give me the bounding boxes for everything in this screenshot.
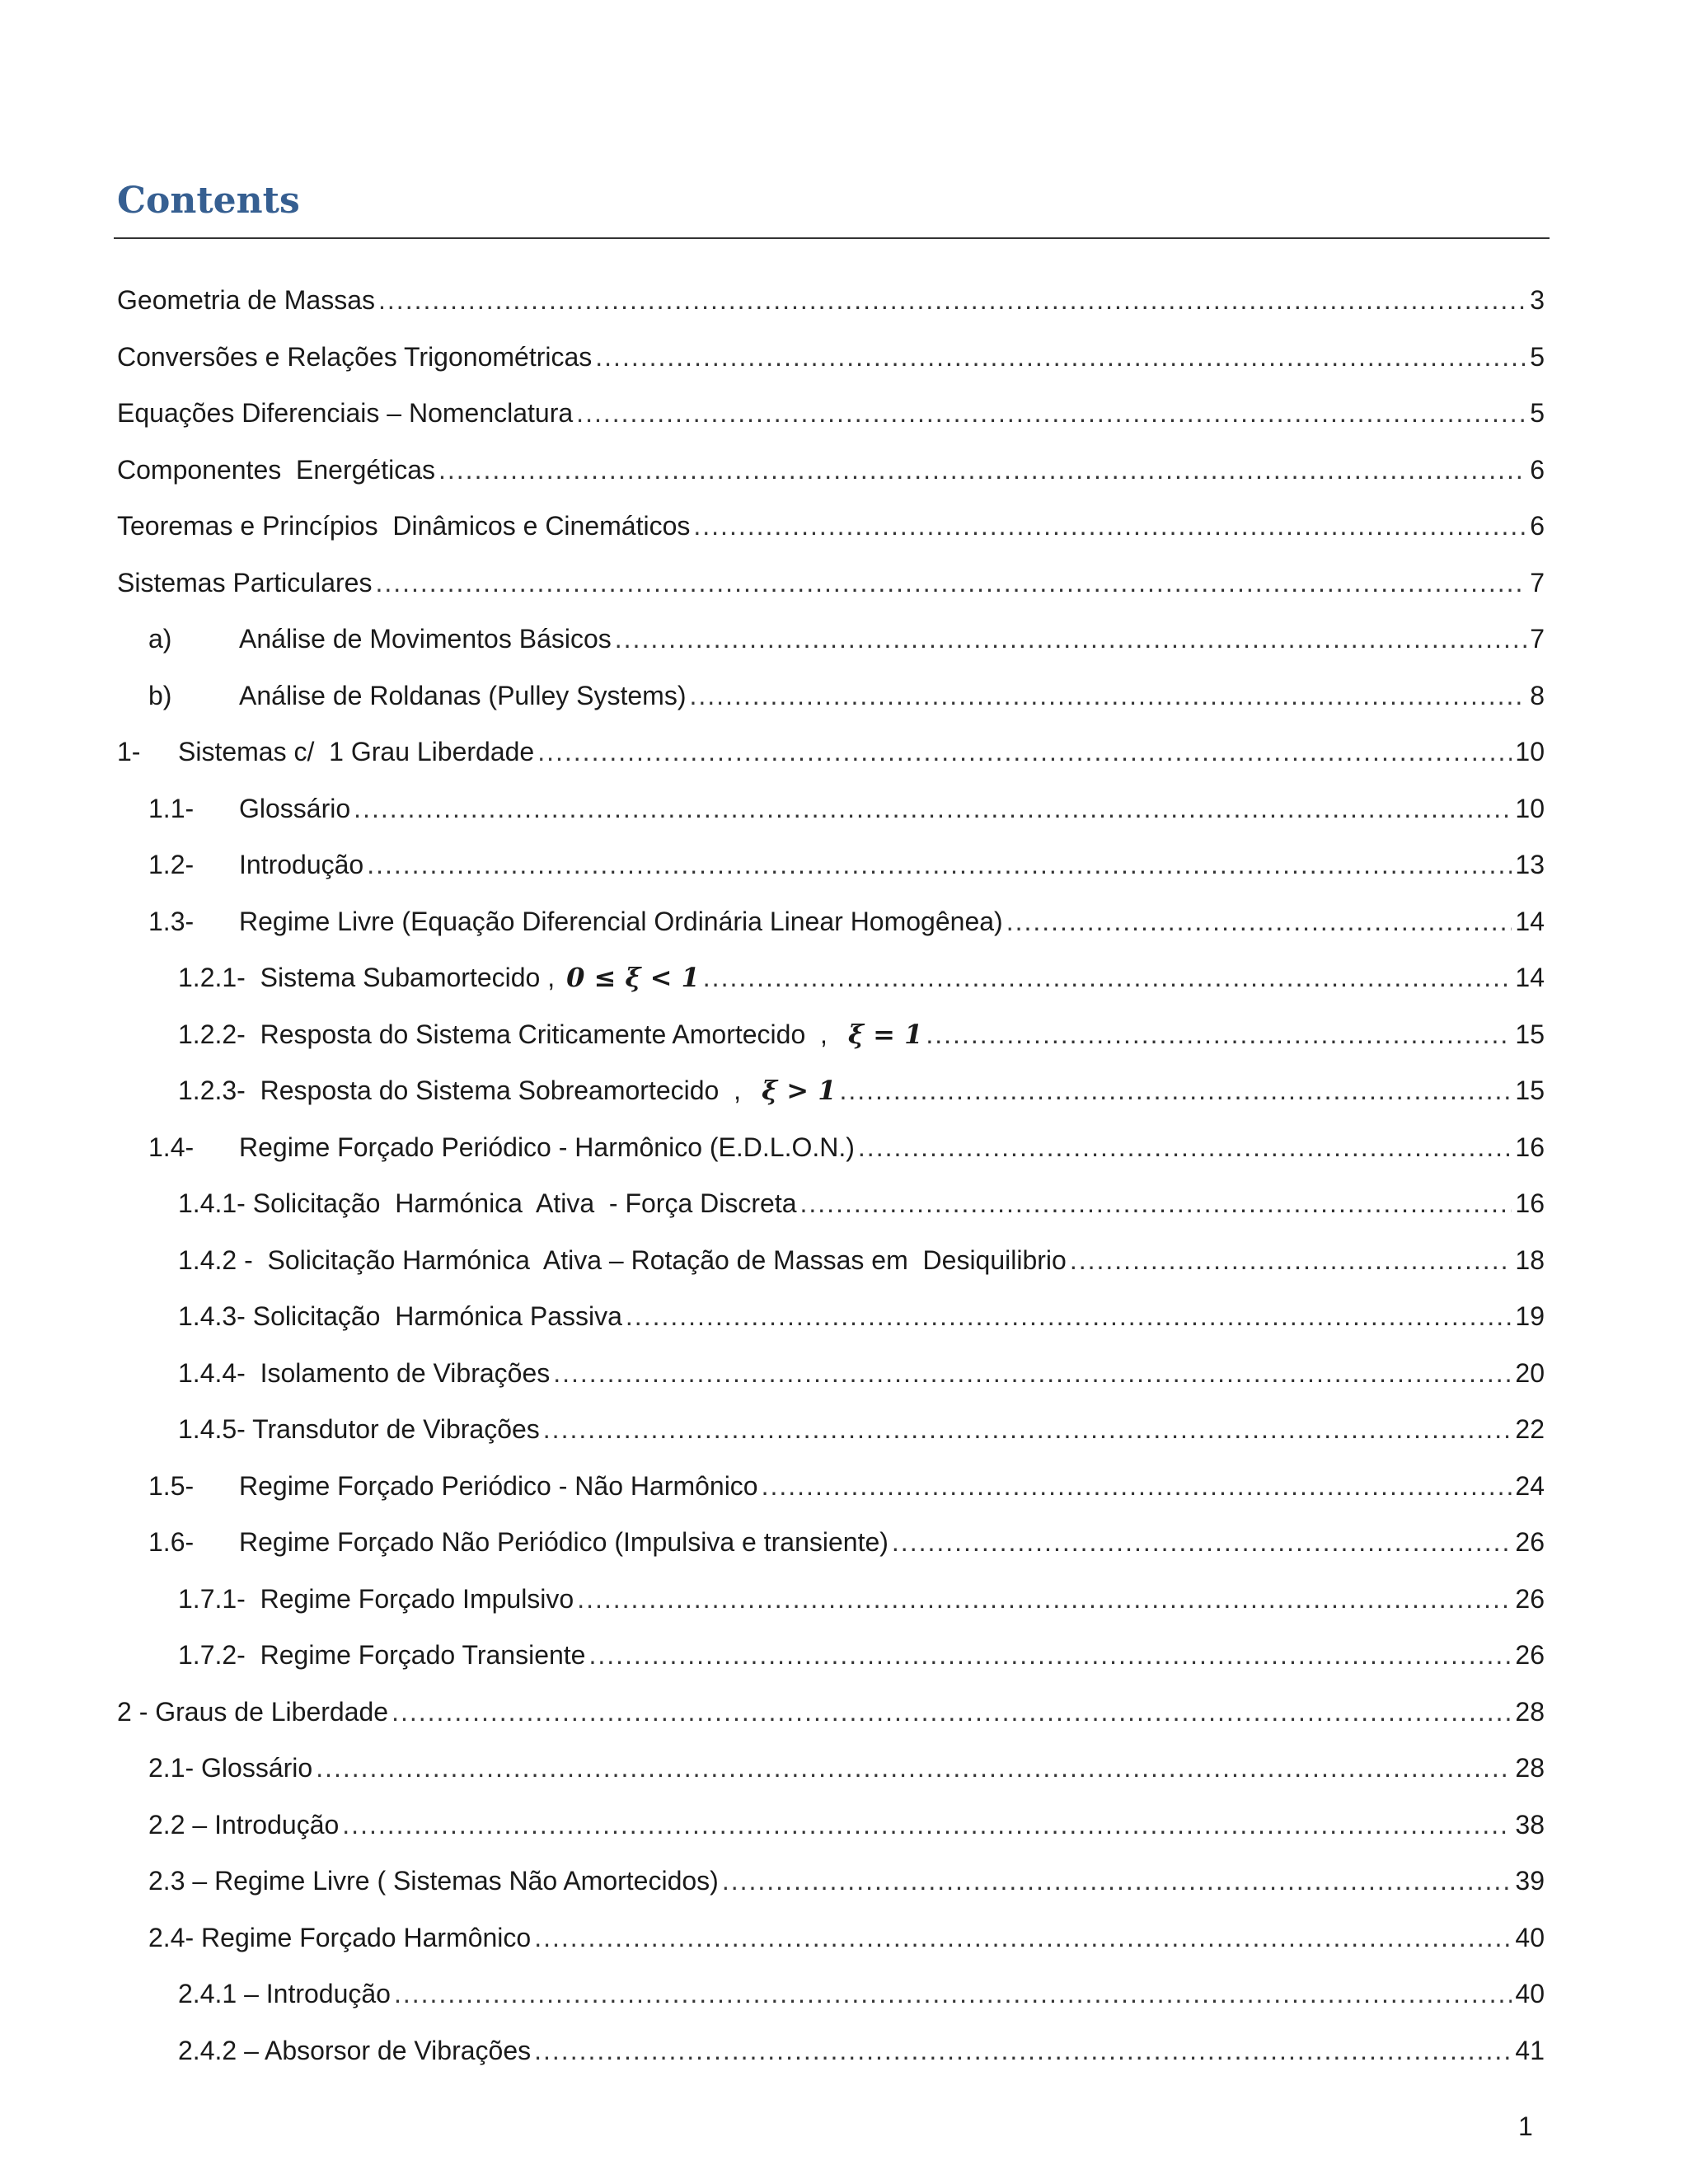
dot-leader bbox=[858, 1127, 1512, 1167]
toc-entry-page: 7 bbox=[1530, 567, 1545, 598]
dot-leader bbox=[626, 1296, 1512, 1336]
toc-entry-title: Regime Livre (Equação Diferencial Ordinária Linear Homogênea) bbox=[239, 906, 1003, 936]
toc-entry-math: ξ = 1 bbox=[838, 1018, 923, 1050]
toc-entry-title: 1.4.4- Isolamento de Vibrações bbox=[178, 1357, 551, 1388]
toc-entry-number: 1.5- bbox=[148, 1470, 195, 1501]
dot-leader bbox=[762, 1466, 1512, 1506]
toc-entry-title: 1.7.2- Regime Forçado Transiente bbox=[178, 1640, 586, 1670]
toc-entry[interactable] bbox=[0, 1579, 1688, 1636]
toc-entry[interactable] bbox=[0, 1918, 1688, 1975]
toc-entry-title: 1.2.1- Sistema Subamortecido , bbox=[178, 963, 556, 992]
toc-entry-title: 1.7.1- Regime Forçado Impulsivo bbox=[178, 1583, 574, 1614]
toc-entry-title: Introdução bbox=[239, 850, 364, 879]
toc-entry-title: 2.2 – Introdução bbox=[148, 1809, 340, 1840]
toc-entry-title: Equações Diferenciais – Nomenclatura bbox=[117, 398, 574, 428]
dot-leader bbox=[576, 393, 1526, 433]
toc-entry[interactable] bbox=[0, 1805, 1688, 1862]
toc-entry[interactable] bbox=[0, 1353, 1688, 1410]
toc-entry-title: 2.1- Glossário bbox=[148, 1753, 313, 1783]
toc-entry-title: 1.4.5- Transdutor de Vibrações bbox=[178, 1414, 540, 1444]
toc-entry-title: Regime Forçado Periódico - Harmônico (E.D.L.O.N.) bbox=[239, 1132, 855, 1162]
toc-entry-number: 1- bbox=[117, 737, 141, 766]
dot-leader bbox=[537, 732, 1512, 771]
toc-entry[interactable] bbox=[0, 393, 1688, 450]
toc-entry-page: 26 bbox=[1515, 1583, 1545, 1614]
dot-leader bbox=[703, 958, 1512, 997]
toc-entry-title: Teoremas e Princípios Dinâmicos e Cinemáticos bbox=[117, 511, 691, 541]
dot-leader bbox=[394, 1974, 1512, 2013]
dot-leader bbox=[1006, 902, 1512, 941]
dot-leader bbox=[892, 1522, 1512, 1562]
toc-entry-page: 6 bbox=[1530, 454, 1545, 485]
toc-entry[interactable] bbox=[0, 676, 1688, 733]
toc-entry-page: 38 bbox=[1515, 1809, 1545, 1840]
toc-entry[interactable] bbox=[0, 732, 1688, 789]
dot-leader bbox=[534, 2031, 1512, 2070]
toc-entry-title: 1.4.1- Solicitação Harmónica Ativa - Força Discreta bbox=[178, 1188, 797, 1218]
toc-entry-page: 18 bbox=[1515, 1244, 1545, 1275]
toc-entry[interactable] bbox=[0, 902, 1688, 958]
toc-entry-title: Glossário bbox=[239, 793, 351, 823]
toc-entry[interactable] bbox=[0, 2031, 1688, 2088]
dot-leader bbox=[316, 1748, 1512, 1788]
toc-entry[interactable] bbox=[0, 1127, 1688, 1184]
toc-entry-math: ξ > 1 bbox=[753, 1075, 837, 1106]
toc-entry[interactable] bbox=[0, 1071, 1688, 1127]
dot-leader bbox=[926, 1015, 1512, 1054]
dot-leader bbox=[354, 789, 1512, 828]
toc-entry-title: Regime Forçado Periódico - Não Harmônico bbox=[239, 1470, 758, 1501]
dot-leader bbox=[595, 337, 1526, 377]
dot-leader bbox=[615, 619, 1526, 658]
toc-entry-title: 1.4.2 - Solicitação Harmónica Ativa – Rotação de Massas em Desiquilibrio bbox=[178, 1244, 1067, 1275]
toc-entry-page: 19 bbox=[1515, 1301, 1545, 1331]
toc-entry-page: 24 bbox=[1515, 1470, 1545, 1501]
toc-entry-title: Análise de Roldanas (Pulley Systems) bbox=[239, 680, 687, 710]
toc-entry[interactable] bbox=[0, 280, 1688, 337]
dot-leader bbox=[534, 1918, 1512, 1957]
dot-leader bbox=[378, 280, 1526, 320]
page-number: 1 bbox=[1518, 2111, 1533, 2141]
toc-entry[interactable] bbox=[0, 1974, 1688, 2031]
toc-entry-title: 1.4.3- Solicitação Harmónica Passiva bbox=[178, 1301, 622, 1331]
toc-entry[interactable] bbox=[0, 563, 1688, 620]
toc-entry[interactable] bbox=[0, 1635, 1688, 1692]
toc-entry-page: 41 bbox=[1515, 2035, 1545, 2065]
toc-entry-page: 26 bbox=[1515, 1640, 1545, 1670]
toc-entry[interactable] bbox=[0, 506, 1688, 563]
toc-entry-page: 8 bbox=[1530, 680, 1545, 710]
toc-entry[interactable] bbox=[0, 1748, 1688, 1805]
toc-entry-title: 2.4.2 – Absorsor de Vibrações bbox=[178, 2035, 532, 2065]
toc-entry[interactable] bbox=[0, 1466, 1688, 1523]
toc-entry-math: 0 ≤ ξ < 1 bbox=[566, 962, 700, 993]
toc-entry[interactable] bbox=[0, 1861, 1688, 1918]
toc-entry-number: 1.4- bbox=[148, 1132, 195, 1162]
toc-entry-title: Componentes Energéticas bbox=[117, 454, 435, 485]
toc-entry-page: 22 bbox=[1515, 1414, 1545, 1444]
toc-entry-page: 5 bbox=[1530, 341, 1545, 372]
toc-entry-page: 3 bbox=[1530, 285, 1545, 315]
dot-leader bbox=[438, 450, 1526, 490]
dot-leader bbox=[693, 506, 1526, 546]
toc-entry-title: 2 - Graus de Liberdade bbox=[117, 1696, 389, 1727]
toc-entry-title: 2.4- Regime Forçado Harmônico bbox=[148, 1922, 532, 1952]
toc-entry-number: 1.1- bbox=[148, 793, 195, 823]
toc-entry-title: Conversões e Relações Trigonométricas bbox=[117, 341, 593, 372]
toc-entry-title: 2.4.1 – Introdução bbox=[178, 1979, 391, 2008]
toc-entry[interactable] bbox=[0, 337, 1688, 394]
toc-entry-number: 1.2- bbox=[148, 850, 195, 879]
toc-entry-page: 14 bbox=[1515, 963, 1545, 992]
toc-entry-page: 39 bbox=[1515, 1866, 1545, 1896]
toc-entry-page: 16 bbox=[1515, 1188, 1545, 1218]
heading-rule bbox=[114, 237, 1550, 239]
toc-entry-page: 10 bbox=[1515, 737, 1545, 766]
toc-entry-page: 40 bbox=[1515, 1979, 1545, 2008]
toc-entry-title: 1.2.2- Resposta do Sistema Criticamente Amortecido , bbox=[178, 1019, 828, 1049]
toc-entry-title: 1.2.3- Resposta do Sistema Sobreamortecido , bbox=[178, 1076, 742, 1105]
dot-leader bbox=[1070, 1240, 1512, 1280]
toc-entry[interactable] bbox=[0, 1240, 1688, 1297]
toc-entry-page: 16 bbox=[1515, 1132, 1545, 1162]
toc-entry[interactable] bbox=[0, 958, 1688, 1015]
toc-entry-page: 7 bbox=[1530, 624, 1545, 654]
toc-entry[interactable] bbox=[0, 789, 1688, 846]
toc-entry[interactable] bbox=[0, 845, 1688, 902]
toc-entry-title: Geometria de Massas bbox=[117, 285, 376, 315]
toc-entry-page: 26 bbox=[1515, 1527, 1545, 1557]
toc-entry[interactable] bbox=[0, 1522, 1688, 1579]
toc-entry-page: 20 bbox=[1515, 1357, 1545, 1388]
toc-entry-title: Regime Forçado Não Periódico (Impulsiva e transiente) bbox=[239, 1527, 889, 1557]
dot-leader bbox=[553, 1353, 1512, 1393]
toc-entry-page: 5 bbox=[1530, 398, 1545, 428]
toc-entry-page: 28 bbox=[1515, 1753, 1545, 1783]
toc-entry-title: 2.3 – Regime Livre ( Sistemas Não Amortecidos) bbox=[148, 1866, 719, 1896]
dot-leader bbox=[392, 1692, 1512, 1732]
toc-entry[interactable] bbox=[0, 619, 1688, 676]
toc-entry-number: b) bbox=[148, 680, 172, 710]
dot-leader bbox=[543, 1409, 1512, 1449]
dot-leader bbox=[375, 563, 1526, 602]
toc-entry[interactable] bbox=[0, 1296, 1688, 1353]
toc-entry-number: 1.3- bbox=[148, 906, 195, 936]
dot-leader bbox=[800, 1183, 1512, 1223]
dot-leader bbox=[342, 1805, 1512, 1844]
dot-leader bbox=[577, 1579, 1512, 1619]
toc-list bbox=[0, 280, 1688, 2087]
toc-entry[interactable] bbox=[0, 1692, 1688, 1749]
toc-entry-number: 1.6- bbox=[148, 1527, 195, 1557]
toc-entry-page: 13 bbox=[1515, 850, 1545, 879]
toc-entry-page: 40 bbox=[1515, 1922, 1545, 1952]
toc-entry-number: a) bbox=[148, 624, 172, 654]
dot-leader bbox=[689, 676, 1526, 715]
toc-heading: Contents bbox=[117, 180, 300, 222]
dot-leader bbox=[722, 1861, 1512, 1900]
toc-entry-page: 15 bbox=[1515, 1019, 1545, 1049]
toc-entry-page: 14 bbox=[1515, 906, 1545, 936]
toc-entry-title: Sistemas Particulares bbox=[117, 567, 373, 598]
toc-entry-title: Análise de Movimentos Básicos bbox=[239, 624, 612, 654]
dot-leader bbox=[588, 1635, 1512, 1675]
toc-entry-page: 15 bbox=[1515, 1076, 1545, 1105]
toc-entry[interactable] bbox=[0, 1015, 1688, 1071]
toc-entry-title: Sistemas c/ 1 Grau Liberdade bbox=[178, 737, 535, 766]
toc-entry[interactable] bbox=[0, 1409, 1688, 1466]
toc-entry-page: 6 bbox=[1530, 511, 1545, 541]
toc-entry[interactable] bbox=[0, 1183, 1688, 1240]
dot-leader bbox=[839, 1071, 1512, 1110]
toc-entry-page: 28 bbox=[1515, 1696, 1545, 1727]
toc-entry-page: 10 bbox=[1515, 793, 1545, 823]
toc-entry[interactable] bbox=[0, 450, 1688, 507]
dot-leader bbox=[367, 845, 1512, 884]
